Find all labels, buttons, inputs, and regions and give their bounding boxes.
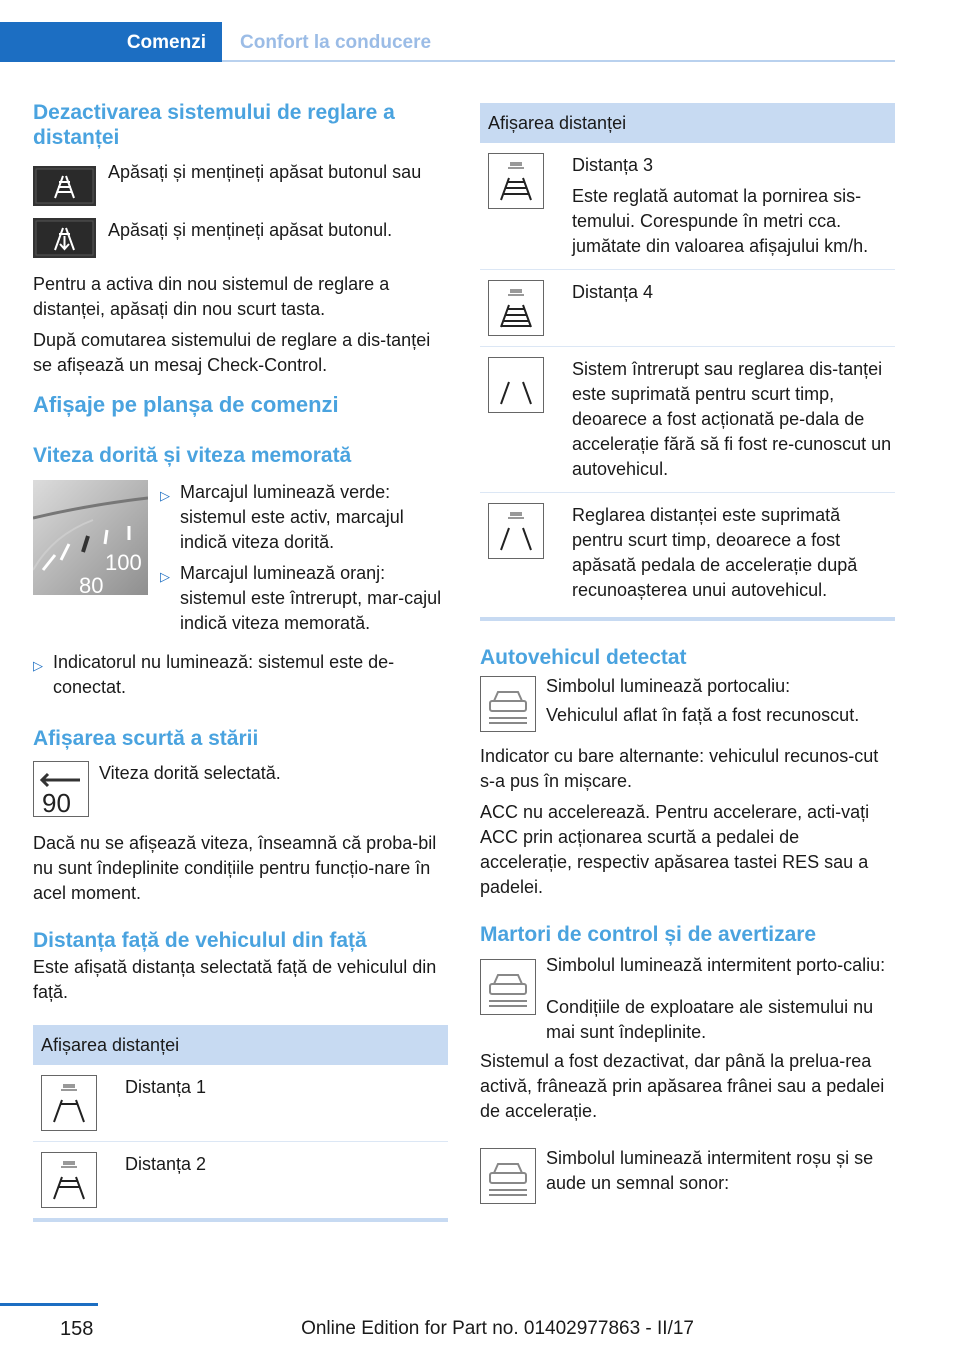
tab-divider	[222, 60, 895, 62]
right-column	[480, 103, 895, 1204]
paragraph-distance: Este afișată distanța selectată față de vehiculul din față.	[33, 957, 437, 1002]
table-row	[480, 347, 895, 493]
left-column	[33, 100, 448, 1222]
warning-orange-text: Simbolul luminează intermitent porto-caliu:	[546, 955, 886, 975]
heading-displays: Afișaje pe planșa de comenzi	[33, 392, 339, 417]
table-row	[480, 143, 895, 270]
paragraph-acc: ACC nu accelerează. Pentru accelerare, acti-vați ACC prin acționarea scurtă a pedalei de accelerație, respectiv apăsarea tastei RES sau a padelei.	[480, 802, 870, 897]
table-end-line	[33, 1218, 448, 1222]
lanes-car-icon	[488, 503, 544, 559]
vehicle-detected-text	[546, 674, 895, 732]
heading-speed: Viteza dorită și viteza memorată	[33, 444, 352, 467]
row-distance-1: Distanța 1	[125, 1077, 207, 1097]
vehicle-text-2: Vehiculul aflat în față a fost recunoscut.	[546, 705, 860, 725]
vehicle-icon	[480, 676, 536, 732]
row-3-text: Este reglată automat la pornirea sis-temului. Corespunde în metri cca. jumătate din valoarea afișajului km/h.	[572, 186, 869, 256]
table-row	[33, 1065, 448, 1142]
distance-1-icon	[41, 1075, 97, 1131]
paragraph-reactivate: Pentru a activa din nou sistemul de reglare a distanței, apăsați din nou scurt tasta.	[33, 274, 390, 319]
speed-90-icon	[33, 761, 89, 817]
distance-4-icon	[488, 280, 544, 336]
edition-text: Online Edition for Part no. 01402977863 - II/17	[301, 1318, 694, 1339]
heading-vehicle-detected: Autovehicul detectat	[480, 646, 687, 669]
gauge-label-80: 80	[79, 573, 104, 595]
table-row	[480, 493, 895, 613]
button-2-text: Apăsați și mențineți apăsat butonul.	[108, 220, 393, 240]
row-distance-2: Distanța 2	[125, 1154, 207, 1174]
heading-warning-lights: Martori de control și de avertizare	[480, 923, 817, 946]
distance-2-icon	[41, 1152, 97, 1208]
vehicle-text-1: Simbolul luminează portocaliu:	[546, 676, 791, 696]
button-1-text: Apăsați și mențineți apăsat butonul sau	[108, 162, 422, 182]
paragraph-deactivated: Sistemul a fost dezactivat, dar până la prelua-rea activă, frânează prin apăsarea frânei sau a pedalei de accelerație.	[480, 1051, 885, 1121]
row-distance-3	[544, 153, 895, 259]
table-row	[480, 270, 895, 347]
button-row-1	[33, 160, 448, 206]
vehicle-warning-icon	[480, 959, 536, 1015]
distance-button-2-icon	[33, 218, 96, 258]
bullet-orange: ▷ Marcajul luminează oranj: sistemul este întrerupt, mar-cajul indică viteza memorată.	[160, 561, 448, 636]
distance-table-left	[33, 1025, 448, 1222]
tab-bar	[0, 22, 895, 62]
table-end-line	[480, 617, 895, 621]
distance-button-icon	[33, 166, 96, 206]
row-3-title: Distanța 3	[572, 155, 654, 175]
vehicle-red-warning-icon	[480, 1148, 536, 1204]
table-row	[33, 1142, 448, 1218]
gauge-label-100: 100	[105, 550, 142, 575]
page-number: 158	[60, 1318, 94, 1340]
warning-row-2	[480, 1146, 895, 1204]
vehicle-detected-row	[480, 674, 895, 732]
table-header: Afișarea distanței	[480, 103, 895, 143]
short-status-row	[33, 761, 448, 817]
bullet-green: ▷ Marcajul luminează verde: sistemul este activ, marcajul indică viteza dorită.	[160, 480, 448, 555]
distance-3-icon	[488, 153, 544, 209]
bullet-off: ▷ Indicatorul nu luminează: sistemul este de-conectat.	[33, 650, 448, 700]
lanes-only-icon	[488, 357, 544, 413]
triangle-bullet-icon: ▷	[33, 658, 43, 673]
speed-marker-section	[33, 480, 448, 636]
row-suppressed: Reglarea distanței este suprimată pentru scurt timp, deoarece a fost apăsată pedala de accelerație după recunoașterea unui autovehicul.	[572, 505, 858, 600]
table-header: Afișarea distanței	[33, 1025, 448, 1065]
tab-confort[interactable]: Confort la conducere	[240, 32, 432, 53]
paragraph-no-speed: Dacă nu se afișează viteza, înseamnă că proba-bil nu sunt îndeplinite condițiile pentru funcțio-nare în acel moment.	[33, 833, 437, 903]
paragraph-conditions: Condițiile de exploatare ale sistemului nu mai sunt îndeplinite.	[546, 997, 874, 1042]
speedometer-image	[33, 480, 148, 595]
row-distance-4: Distanța 4	[572, 282, 654, 302]
heading-distance: Distanța față de vehiculul din față	[33, 929, 367, 952]
tab-comenzi-label: Comenzi	[126, 32, 206, 53]
heading-short-status: Afișarea scurtă a stării	[33, 727, 259, 750]
paragraph-alternating: Indicator cu bare alternante: vehiculul recunos-cut s-a pus în mișcare.	[480, 746, 879, 791]
svg-text:90: 90	[42, 788, 71, 816]
warning-red-text: Simbolul luminează intermitent roșu și se aude un semnal sonor:	[546, 1148, 874, 1193]
row-interrupted: Sistem întrerupt sau reglarea dis-tanței este suprimată pentru scurt timp, deoarece a fost acționată pe-dala de accelerație fără să fi fost re-cunoscut un autovehicul.	[572, 359, 892, 479]
triangle-bullet-icon: ▷	[160, 569, 170, 584]
button-row-2	[33, 218, 448, 258]
tab-comenzi[interactable]	[0, 22, 222, 62]
marker-bullets	[160, 480, 448, 636]
paragraph-check-control: După comutarea sistemului de reglare a dis-tanței se afișează un mesaj Check-Control.	[33, 330, 431, 375]
footer-line	[0, 1303, 98, 1306]
triangle-bullet-icon: ▷	[160, 488, 170, 503]
short-status-text: Viteza dorită selectată.	[99, 763, 281, 783]
heading-deactivate: Dezactivarea sistemului de reglare a distanței	[33, 101, 395, 149]
